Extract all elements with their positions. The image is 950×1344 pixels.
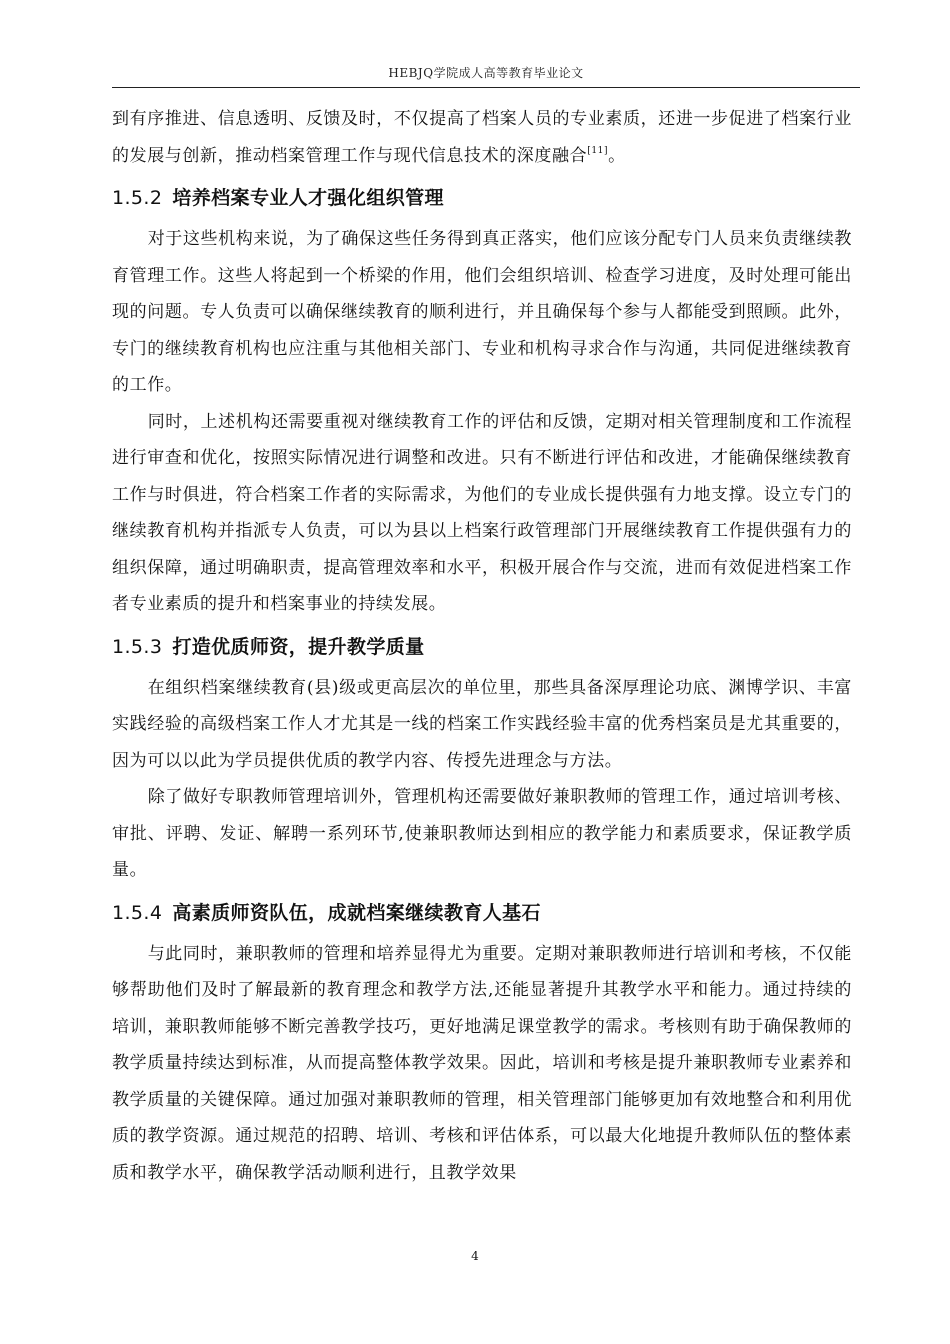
paragraph: 同时，上述机构还需要重视对继续教育工作的评估和反馈，定期对相关管理制度和工作流程进行审查和优化，按照实际情况进行调整和改进。只有不断进行评估和改进，才能确保继续教育工作与时俱进，符合档案工作者的实际需求，为他们的专业成长提供强有力地支撑。设立专门的继续教育机构并指派专人负责，可以为县以上档案行政管理部门开展继续教育工作提供强有力的组织保障，通过明确职责，提高管理效率和水平，积极开展合作与交流，进而有效促进档案工作者专业素质的提升和档案事业的持续发展。 [112, 411, 852, 614]
section-title: 培养档案专业人才强化组织管理 [172, 187, 444, 209]
section-heading-1-5-3 [112, 623, 852, 670]
section-heading-1-5-2 [112, 174, 852, 221]
paragraph-continued [112, 101, 852, 174]
paragraph-end: 。 [608, 145, 626, 166]
paragraph: 对于这些机构来说，为了确保这些任务得到真正落实，他们应该分配专门人员来负责继续教育管理工作。这些人将起到一个桥梁的作用，他们会组织培训、检查学习进度，及时处理可能出现的问题。专人负责可以确保继续教育的顺利进行，并且确保每个参与人都能受到照顾。此外，专门的继续教育机构也应注重与其他相关部门、专业和机构寻求合作与沟通，共同促进继续教育的工作。 [112, 229, 852, 395]
page-number: 4 [471, 1249, 479, 1263]
citation-marker: [11] [587, 145, 609, 156]
section-number: 1.5.3 [112, 635, 163, 658]
body-text [112, 101, 852, 1191]
section-title: 打造优质师资，提升教学质量 [172, 635, 425, 658]
section-number: 1.5.4 [112, 901, 163, 924]
section-heading-1-5-4 [112, 889, 852, 936]
section-title: 高素质师资队伍，成就档案继续教育人基石 [172, 901, 541, 924]
paragraph: 在组织档案继续教育(县)级或更高层次的单位里，那些具备深厚理论功底、渊博学识、丰富实践经验的高级档案工作人才尤其是一线的档案工作实践经验丰富的优秀档案员是尤其重要的，因为可以以此为学员提供优质的教学内容、传授先进理念与方法。 [112, 677, 852, 771]
paragraph: 除了做好专职教师管理培训外，管理机构还需要做好兼职教师的管理工作，通过培训考核、审批、评聘、发证、解聘一系列环节,使兼职教师达到相应的教学能力和素质要求，保证教学质量。 [112, 787, 852, 880]
paragraph-text: 到有序推进、信息透明、反馈及时，不仅提高了档案人员的专业素质，还进一步促进了档案行业的发展与创新，推动档案管理工作与现代信息技术的深度融合 [112, 109, 852, 166]
running-header: HEBJQ学院成人高等教育毕业论文 [388, 66, 584, 80]
header-rule [112, 87, 860, 88]
paragraph: 与此同时，兼职教师的管理和培养显得尤为重要。定期对兼职教师进行培训和考核，不仅能够帮助他们及时了解最新的教育理念和教学方法,还能显著提升其教学水平和能力。通过持续的培训，兼职教师能够不断完善教学技巧，更好地满足课堂教学的需求。考核则有助于确保教师的教学质量持续达到标准，从而提高整体教学效果。因此，培训和考核是提升兼职教师专业素养和教学质量的关键保障。通过加强对兼职教师的管理，相关管理部门能够更加有效地整合和利用优质的教学资源。通过规范的招聘、培训、考核和评估体系，可以最大化地提升教师队伍的整体素质和教学水平，确保教学活动顺利进行，且教学效果 [112, 943, 852, 1183]
section-number: 1.5.2 [112, 187, 163, 209]
